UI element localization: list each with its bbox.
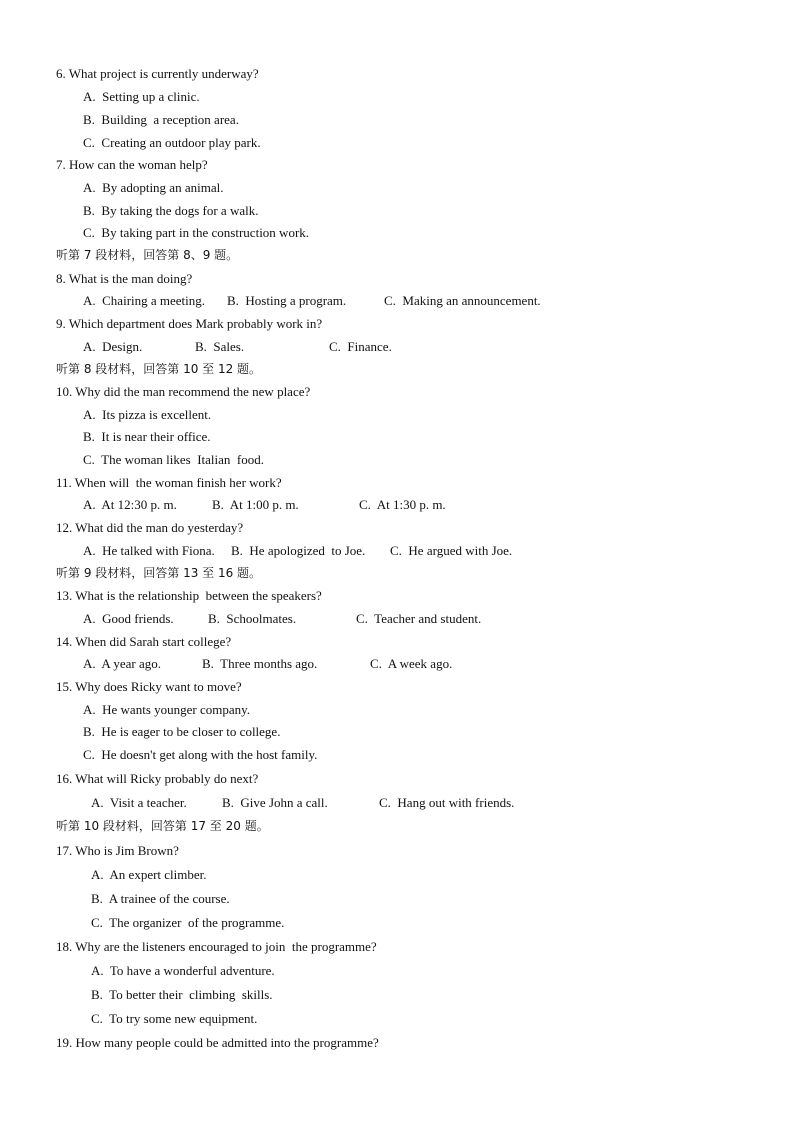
q15-option-a: A. He wants younger company. xyxy=(83,702,251,717)
question-9: 9. Which department does Mark probably work in? xyxy=(56,316,323,331)
q16-option-c: C. Hang out with friends. xyxy=(379,795,515,810)
q18-option-a: A. To have a wonderful adventure. xyxy=(91,963,275,978)
q18-option-c: C. To try some new equipment. xyxy=(91,1011,258,1026)
question-19: 19. How many people could be admitted into the programme? xyxy=(56,1035,379,1050)
q17-option-b: B. A trainee of the course. xyxy=(91,891,230,906)
q10-option-c: C. The woman likes Italian food. xyxy=(83,452,265,467)
q9-option-c: C. Finance. xyxy=(329,339,392,354)
q9-option-a: A. Design. xyxy=(83,339,143,354)
q8-option-a: A. Chairing a meeting. xyxy=(83,293,206,308)
q8-option-c: C. Making an announcement. xyxy=(384,293,541,308)
q13-option-a: A. Good friends. xyxy=(83,611,174,626)
question-14: 14. When did Sarah start college? xyxy=(56,634,232,649)
question-17: 17. Who is Jim Brown? xyxy=(56,843,179,858)
q7-option-c: C. By taking part in the construction work. xyxy=(83,225,310,240)
q9-option-b: B. Sales. xyxy=(195,339,245,354)
q10-option-b: B. It is near their office. xyxy=(83,429,211,444)
q11-option-a: A. At 12:30 p. m. xyxy=(83,497,177,512)
question-13: 13. What is the relationship between the speakers? xyxy=(56,588,322,603)
q7-option-b: B. By taking the dogs for a walk. xyxy=(83,203,259,218)
question-7: 7. How can the woman help? xyxy=(56,157,208,172)
q14-option-c: C. A week ago. xyxy=(370,656,453,671)
q16-option-b: B. Give John a call. xyxy=(222,795,328,810)
q8-option-b: B. Hosting a program. xyxy=(227,293,347,308)
q12-option-b: B. He apologized to Joe. xyxy=(231,543,366,558)
q17-option-c: C. The organizer of the programme. xyxy=(91,915,285,930)
q6-option-b: B. Building a reception area. xyxy=(83,112,239,127)
q11-option-c: C. At 1:30 p. m. xyxy=(359,497,446,512)
question-6: 6. What project is currently underway? xyxy=(56,66,259,81)
q13-option-c: C. Teacher and student. xyxy=(356,611,482,626)
question-16: 16. What will Ricky probably do next? xyxy=(56,771,259,786)
q15-option-b: B. He is eager to be closer to college. xyxy=(83,724,281,739)
q6-option-a: A. Setting up a clinic. xyxy=(83,89,200,104)
q12-option-c: C. He argued with Joe. xyxy=(390,543,513,558)
question-15: 15. Why does Ricky want to move? xyxy=(56,679,242,694)
section-heading-9: 听第 9 段材料，回答第 13 至 16 题。 xyxy=(56,566,262,580)
q10-option-a: A. Its pizza is excellent. xyxy=(83,407,212,422)
section-heading-7: 听第 7 段材料，回答第 8、9 题。 xyxy=(56,248,239,262)
q6-option-c: C. Creating an outdoor play park. xyxy=(83,135,261,150)
q13-option-b: B. Schoolmates. xyxy=(208,611,297,626)
q17-option-a: A. An expert climber. xyxy=(91,867,207,882)
q12-option-a: A. He talked with Fiona. xyxy=(83,543,215,558)
q18-option-b: B. To better their climbing skills. xyxy=(91,987,273,1002)
question-12: 12. What did the man do yesterday? xyxy=(56,520,244,535)
question-8: 8. What is the man doing? xyxy=(56,271,193,286)
section-heading-8: 听第 8 段材料，回答第 10 至 12 题。 xyxy=(56,362,262,376)
q7-option-a: A. By adopting an animal. xyxy=(83,180,224,195)
q11-option-b: B. At 1:00 p. m. xyxy=(212,497,299,512)
question-11: 11. When will the woman finish her work? xyxy=(56,475,282,490)
q15-option-c: C. He doesn't get along with the host family. xyxy=(83,747,318,762)
q16-option-a: A. Visit a teacher. xyxy=(91,795,187,810)
section-heading-10: 听第 10 段材料，回答第 17 至 20 题。 xyxy=(56,819,269,833)
question-10: 10. Why did the man recommend the new place? xyxy=(56,384,311,399)
q14-option-b: B. Three months ago. xyxy=(202,656,318,671)
q14-option-a: A. A year ago. xyxy=(83,656,161,671)
question-18: 18. Why are the listeners encouraged to join the programme? xyxy=(56,939,377,954)
